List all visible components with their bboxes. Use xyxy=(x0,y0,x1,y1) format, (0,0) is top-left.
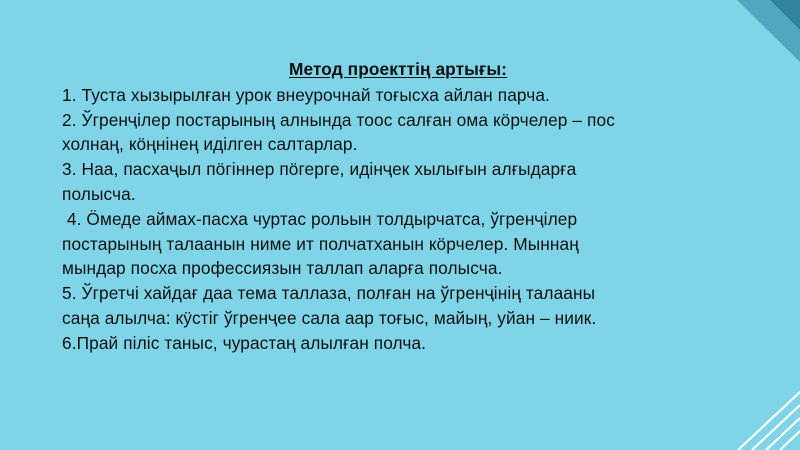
text-line: 4. Ӧмеде аймах-пасха чуртас рольын толдырчатса, ўгренҷілер xyxy=(62,208,578,229)
text-line: 3. Наа, пасхаҷыл пӧгіннер пӧгерге, идінҷек хылығын алғыдарға xyxy=(62,159,577,180)
text-line: 6.Прай піліс таныс, чурастаң алылған полча. xyxy=(62,332,427,353)
text-line: 2. Ўгренҷілер постарының алнында тоос салған ома кӧрчелер – пос xyxy=(62,109,615,130)
text-line: 1. Туста хызырылған урок внеурочнай тоғысха айлан парча. xyxy=(62,84,550,105)
text-line: мындар посха профессиязын таллап аларға полысча. xyxy=(62,258,503,279)
text-line: саңа алылча: кӱстіг ўгренҷее сала аар тоғыс, майың, уйан – ниик. xyxy=(62,307,597,328)
slide-title: Метод проекттің артығы: xyxy=(288,59,508,79)
slide-body xyxy=(62,57,742,356)
text-line: постарының талаанын ниме ит полчатханын кӧрчелер. Мыннаң xyxy=(62,233,579,254)
text-line: 5. Ўгретчі хайдағ даа тема таллаза, полған на ўгренҷінің талааны xyxy=(62,283,596,304)
text-line: холнаң, кӧңнінең иділген салтарлар. xyxy=(62,134,358,155)
text-line: полысча. xyxy=(62,183,136,204)
